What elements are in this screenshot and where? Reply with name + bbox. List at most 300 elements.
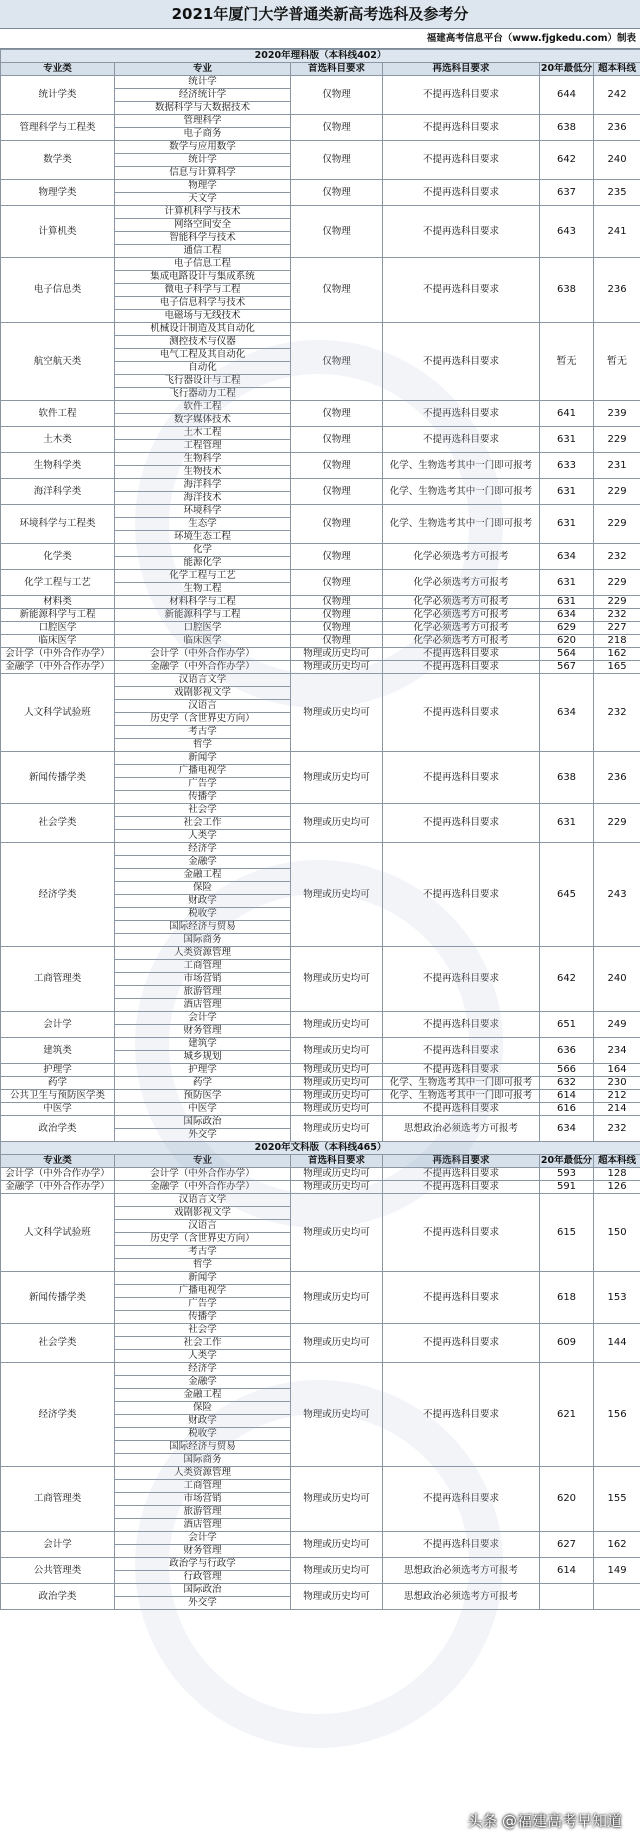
category-cell: 工商管理类 <box>1 1467 115 1532</box>
category-cell: 化学工程与工艺 <box>1 570 115 596</box>
first-choice-cell: 物理或历史均可 <box>291 1012 383 1038</box>
category-cell: 建筑类 <box>1 1038 115 1064</box>
category-cell: 中医学 <box>1 1103 115 1116</box>
table-row <box>1 596 640 609</box>
major-cell: 国际政治 <box>115 1584 291 1597</box>
min-score-cell: 631 <box>540 570 594 596</box>
column-header: 20年最低分 <box>540 63 593 74</box>
major-cell: 人类学 <box>115 1350 291 1363</box>
header-row <box>1 1155 640 1168</box>
major-cell: 化学 <box>115 544 291 557</box>
category-cell: 物理学类 <box>1 180 115 206</box>
reselect-requirement-cell: 化学必须选考方可报考 <box>383 635 540 648</box>
category-cell: 电子信息类 <box>1 258 115 323</box>
major-cell: 经济学 <box>115 843 291 856</box>
major-cell: 人类学 <box>115 830 291 843</box>
major-cell: 新闻学 <box>115 752 291 765</box>
major-cell: 财务管理 <box>115 1545 291 1558</box>
table-row <box>1 1584 640 1597</box>
category-cell: 环境科学与工程类 <box>1 505 115 544</box>
major-cell: 机械设计制造及其自动化 <box>115 323 291 336</box>
major-cell: 考古学 <box>115 726 291 739</box>
first-choice-cell: 仅物理 <box>291 635 383 648</box>
reselect-requirement-cell: 化学必须选考方可报考 <box>383 596 540 609</box>
major-cell: 电磁场与无线技术 <box>115 310 291 323</box>
category-cell: 药学 <box>1 1077 115 1090</box>
major-cell: 数学与应用数学 <box>115 141 291 154</box>
major-cell: 数据科学与大数据技术 <box>115 102 291 115</box>
min-score-cell: 642 <box>540 947 594 1012</box>
first-choice-cell: 仅物理 <box>291 323 383 401</box>
min-score-cell: 651 <box>540 1012 594 1038</box>
table-row <box>1 1077 640 1090</box>
over-line-cell: 149 <box>594 1558 640 1584</box>
category-cell: 会计学（中外合作办学） <box>1 1168 115 1181</box>
over-line-cell: 232 <box>594 544 640 570</box>
table-row <box>1 479 640 492</box>
over-line-cell: 162 <box>594 648 640 661</box>
over-line-cell: 218 <box>594 635 640 648</box>
reselect-requirement-cell: 不提再选科目要求 <box>383 1324 540 1363</box>
major-cell: 环境生态工程 <box>115 531 291 544</box>
first-choice-cell: 仅物理 <box>291 427 383 453</box>
category-cell: 统计学类 <box>1 76 115 115</box>
first-choice-cell: 仅物理 <box>291 258 383 323</box>
reselect-requirement-cell: 不提再选科目要求 <box>383 115 540 141</box>
min-score-cell: 644 <box>540 76 594 115</box>
table-row <box>1 661 640 674</box>
category-cell: 口腔医学 <box>1 622 115 635</box>
reselect-requirement-cell: 不提再选科目要求 <box>383 1064 540 1077</box>
min-score-cell: 633 <box>540 453 594 479</box>
category-cell: 公共管理类 <box>1 1558 115 1584</box>
major-cell: 广播电视学 <box>115 765 291 778</box>
min-score-cell: 620 <box>540 1467 594 1532</box>
reselect-requirement-cell: 不提再选科目要求 <box>383 1532 540 1558</box>
table-row <box>1 453 640 466</box>
over-line-cell: 240 <box>594 947 640 1012</box>
major-cell: 自动化 <box>115 362 291 375</box>
major-cell: 酒店管理 <box>115 1519 291 1532</box>
over-line-cell: 249 <box>594 1012 640 1038</box>
major-cell: 财政学 <box>115 895 291 908</box>
over-line-cell: 236 <box>594 752 640 804</box>
min-score-cell: 567 <box>540 661 594 674</box>
min-score-cell: 638 <box>540 752 594 804</box>
min-score-cell: 631 <box>540 596 594 609</box>
first-choice-cell: 仅物理 <box>291 141 383 180</box>
table-row <box>1 1090 640 1103</box>
reselect-requirement-cell: 思想政治必须选考方可报考 <box>383 1558 540 1584</box>
table-row <box>1 258 640 271</box>
major-cell: 国际经济与贸易 <box>115 921 291 934</box>
min-score-cell: 643 <box>540 206 594 258</box>
category-cell: 新能源科学与工程 <box>1 609 115 622</box>
over-line-cell: 153 <box>594 1272 640 1324</box>
major-cell: 外交学 <box>115 1129 291 1142</box>
first-choice-cell: 物理或历史均可 <box>291 843 383 947</box>
major-cell: 汉语言文学 <box>115 1194 291 1207</box>
reselect-requirement-cell: 化学必须选考方可报考 <box>383 609 540 622</box>
major-cell: 电气工程及其自动化 <box>115 349 291 362</box>
major-cell: 信息与计算科学 <box>115 167 291 180</box>
major-cell: 管理科学 <box>115 115 291 128</box>
major-cell: 会计学 <box>115 1012 291 1025</box>
reselect-requirement-cell: 不提再选科目要求 <box>383 180 540 206</box>
min-score-cell: 631 <box>540 804 594 843</box>
over-line-cell: 229 <box>594 505 640 544</box>
reselect-requirement-cell: 不提再选科目要求 <box>383 401 540 427</box>
reselect-requirement-cell: 不提再选科目要求 <box>383 1194 540 1272</box>
major-cell: 传播学 <box>115 791 291 804</box>
over-line-cell <box>594 1584 640 1610</box>
column-header: 专业类 <box>1 1155 115 1168</box>
major-cell: 旅游管理 <box>115 1506 291 1519</box>
first-choice-cell: 物理或历史均可 <box>291 1103 383 1116</box>
major-cell: 集成电路设计与集成系统 <box>115 271 291 284</box>
first-choice-cell: 物理或历史均可 <box>291 1077 383 1090</box>
first-choice-cell: 物理或历史均可 <box>291 1467 383 1532</box>
over-line-cell: 227 <box>594 622 640 635</box>
first-choice-cell: 物理或历史均可 <box>291 804 383 843</box>
section-title: 2020年理科版（本科线402） <box>1 50 640 63</box>
major-cell: 酒店管理 <box>115 999 291 1012</box>
major-cell: 新能源科学与工程 <box>115 609 291 622</box>
column-header: 专业类 <box>1 63 115 76</box>
over-line-cell: 235 <box>594 180 640 206</box>
category-cell: 新闻传播学类 <box>1 752 115 804</box>
column-header: 超本科线 <box>594 63 640 76</box>
first-choice-cell: 物理或历史均可 <box>291 661 383 674</box>
major-cell: 财政学 <box>115 1415 291 1428</box>
reselect-requirement-cell: 不提再选科目要求 <box>383 1038 540 1064</box>
reselect-requirement-cell: 不提再选科目要求 <box>383 323 540 401</box>
min-score-cell: 645 <box>540 843 594 947</box>
major-cell: 税收学 <box>115 908 291 921</box>
over-line-cell: 229 <box>594 427 640 453</box>
table-row <box>1 752 640 765</box>
min-score-cell: 638 <box>540 115 594 141</box>
major-cell: 哲学 <box>115 1259 291 1272</box>
table-row <box>1 1168 640 1181</box>
major-cell: 生物技术 <box>115 466 291 479</box>
reselect-requirement-cell: 不提再选科目要求 <box>383 1467 540 1532</box>
table-row <box>1 843 640 856</box>
table-row <box>1 180 640 193</box>
over-line-cell: 229 <box>594 804 640 843</box>
category-cell: 会计学 <box>1 1012 115 1038</box>
over-line-cell: 232 <box>594 674 640 752</box>
major-cell: 生态学 <box>115 518 291 531</box>
major-cell: 药学 <box>115 1077 291 1090</box>
over-line-cell: 212 <box>594 1090 640 1103</box>
first-choice-cell: 物理或历史均可 <box>291 1064 383 1077</box>
reselect-requirement-cell: 化学、生物选考其中一门即可报考 <box>383 505 540 544</box>
first-choice-cell: 物理或历史均可 <box>291 1584 383 1610</box>
over-line-cell: 241 <box>594 206 640 258</box>
major-cell: 社会工作 <box>115 1337 291 1350</box>
table-row <box>1 206 640 219</box>
major-cell: 测控技术与仪器 <box>115 336 291 349</box>
min-score-cell: 609 <box>540 1324 594 1363</box>
major-cell: 社会工作 <box>115 817 291 830</box>
table-row <box>1 1103 640 1116</box>
reselect-requirement-cell: 不提再选科目要求 <box>383 674 540 752</box>
major-cell: 广告学 <box>115 778 291 791</box>
first-choice-cell: 物理或历史均可 <box>291 1181 383 1194</box>
table-row <box>1 1116 640 1129</box>
over-line-cell: 232 <box>594 609 640 622</box>
min-score-cell: 627 <box>540 1532 594 1558</box>
major-cell: 汉语言文学 <box>115 674 291 687</box>
major-cell: 护理学 <box>115 1064 291 1077</box>
first-choice-cell: 物理或历史均可 <box>291 947 383 1012</box>
major-cell: 税收学 <box>115 1428 291 1441</box>
min-score-cell: 593 <box>540 1168 594 1181</box>
min-score-cell: 634 <box>540 674 594 752</box>
major-cell: 临床医学 <box>115 635 291 648</box>
over-line-cell: 156 <box>594 1363 640 1467</box>
major-cell: 市场营销 <box>115 1493 291 1506</box>
major-cell: 微电子科学与工程 <box>115 284 291 297</box>
table-row <box>1 1038 640 1051</box>
category-cell: 航空航天类 <box>1 323 115 401</box>
category-cell: 材料类 <box>1 596 115 609</box>
first-choice-cell: 物理或历史均可 <box>291 648 383 661</box>
major-cell: 城乡规划 <box>115 1051 291 1064</box>
first-choice-cell: 仅物理 <box>291 76 383 115</box>
category-cell: 生物科学类 <box>1 453 115 479</box>
reselect-requirement-cell: 不提再选科目要求 <box>383 804 540 843</box>
table-row <box>1 505 640 518</box>
column-header: 首选科目要求 <box>291 1155 383 1168</box>
over-line-cell: 230 <box>594 1077 640 1090</box>
major-cell: 人类资源管理 <box>115 1467 291 1480</box>
first-choice-cell: 仅物理 <box>291 453 383 479</box>
over-line-cell: 暂无 <box>594 323 640 401</box>
major-cell: 飞行器设计与工程 <box>115 375 291 388</box>
major-cell: 通信工程 <box>115 245 291 258</box>
table-row <box>1 947 640 960</box>
first-choice-cell: 仅物理 <box>291 544 383 570</box>
major-cell: 飞行器动力工程 <box>115 388 291 401</box>
major-cell: 国际政治 <box>115 1116 291 1129</box>
reselect-requirement-cell: 不提再选科目要求 <box>383 947 540 1012</box>
min-score-cell: 591 <box>540 1181 594 1194</box>
min-score-cell: 634 <box>540 1116 594 1142</box>
table-row <box>1 323 640 336</box>
reselect-requirement-cell: 不提再选科目要求 <box>383 1181 540 1194</box>
min-score-cell: 暂无 <box>540 323 594 401</box>
section-title: 2020年文科版（本科线465） <box>1 1142 640 1155</box>
major-cell: 统计学 <box>115 154 291 167</box>
over-line-cell: 162 <box>594 1532 640 1558</box>
major-cell: 传播学 <box>115 1311 291 1324</box>
major-cell: 保险 <box>115 882 291 895</box>
reselect-requirement-cell: 化学必须选考方可报考 <box>383 544 540 570</box>
major-cell: 中医学 <box>115 1103 291 1116</box>
category-cell: 金融学（中外合作办学） <box>1 661 115 674</box>
major-cell: 生物科学 <box>115 453 291 466</box>
over-line-cell: 236 <box>594 258 640 323</box>
major-cell: 建筑学 <box>115 1038 291 1051</box>
major-cell: 会计学 <box>115 1532 291 1545</box>
major-cell: 经济学 <box>115 1363 291 1376</box>
category-cell: 化学类 <box>1 544 115 570</box>
table-row <box>1 674 640 687</box>
major-cell: 海洋技术 <box>115 492 291 505</box>
over-line-cell: 150 <box>594 1194 640 1272</box>
column-header: 超本科线 <box>594 1155 640 1168</box>
first-choice-cell: 仅物理 <box>291 206 383 258</box>
major-cell: 网络空间安全 <box>115 219 291 232</box>
column-header: 专业 <box>115 1155 291 1168</box>
reselect-requirement-cell: 化学、生物选考其中一门即可报考 <box>383 479 540 505</box>
major-cell: 电子信息工程 <box>115 258 291 271</box>
major-cell: 考古学 <box>115 1246 291 1259</box>
major-cell: 能源化学 <box>115 557 291 570</box>
reselect-requirement-cell: 不提再选科目要求 <box>383 648 540 661</box>
major-cell: 保险 <box>115 1402 291 1415</box>
major-cell: 预防医学 <box>115 1090 291 1103</box>
min-score-cell: 631 <box>540 427 594 453</box>
major-cell: 工商管理 <box>115 1480 291 1493</box>
first-choice-cell: 仅物理 <box>291 622 383 635</box>
reselect-requirement-cell: 不提再选科目要求 <box>383 141 540 180</box>
reselect-requirement-cell: 化学必须选考方可报考 <box>383 570 540 596</box>
first-choice-cell: 物理或历史均可 <box>291 1532 383 1558</box>
major-cell: 会计学（中外合作办学） <box>115 1168 291 1181</box>
over-line-cell: 234 <box>594 1038 640 1064</box>
column-header: 再选科目要求 <box>383 63 540 76</box>
table-row <box>1 622 640 635</box>
reselect-requirement-cell: 不提再选科目要求 <box>383 661 540 674</box>
category-cell: 土木类 <box>1 427 115 453</box>
admission-table <box>0 49 640 1610</box>
table-row <box>1 1012 640 1025</box>
reselect-requirement-cell: 化学必须选考方可报考 <box>383 622 540 635</box>
first-choice-cell: 物理或历史均可 <box>291 1090 383 1103</box>
category-cell: 社会学类 <box>1 1324 115 1363</box>
first-choice-cell: 仅物理 <box>291 570 383 596</box>
major-cell: 国际商务 <box>115 1454 291 1467</box>
table-row <box>1 76 640 89</box>
table-row <box>1 570 640 583</box>
over-line-cell: 155 <box>594 1467 640 1532</box>
min-score-cell: 636 <box>540 1038 594 1064</box>
section-title-row <box>1 1142 640 1155</box>
over-line-cell: 165 <box>594 661 640 674</box>
over-line-cell: 243 <box>594 843 640 947</box>
category-cell: 金融学（中外合作办学） <box>1 1181 115 1194</box>
min-score-cell: 631 <box>540 479 594 505</box>
min-score-cell: 621 <box>540 1363 594 1467</box>
major-cell: 市场营销 <box>115 973 291 986</box>
table-row <box>1 635 640 648</box>
major-cell: 戏剧影视文学 <box>115 687 291 700</box>
first-choice-cell: 物理或历史均可 <box>291 1363 383 1467</box>
major-cell: 海洋科学 <box>115 479 291 492</box>
reselect-requirement-cell: 不提再选科目要求 <box>383 1272 540 1324</box>
over-line-cell: 240 <box>594 141 640 180</box>
major-cell: 哲学 <box>115 739 291 752</box>
reselect-requirement-cell: 不提再选科目要求 <box>383 1012 540 1038</box>
major-cell: 国际商务 <box>115 934 291 947</box>
over-line-cell: 128 <box>594 1168 640 1181</box>
over-line-cell: 232 <box>594 1116 640 1142</box>
over-line-cell: 144 <box>594 1324 640 1363</box>
major-cell: 旅游管理 <box>115 986 291 999</box>
major-cell: 工商管理 <box>115 960 291 973</box>
category-cell: 管理科学与工程类 <box>1 115 115 141</box>
major-cell: 新闻学 <box>115 1272 291 1285</box>
category-cell: 经济学类 <box>1 1363 115 1467</box>
reselect-requirement-cell: 不提再选科目要求 <box>383 427 540 453</box>
min-score-cell: 618 <box>540 1272 594 1324</box>
major-cell: 土木工程 <box>115 427 291 440</box>
first-choice-cell: 仅物理 <box>291 609 383 622</box>
category-cell: 护理学 <box>1 1064 115 1077</box>
major-cell: 材料科学与工程 <box>115 596 291 609</box>
first-choice-cell: 物理或历史均可 <box>291 1194 383 1272</box>
first-choice-cell: 物理或历史均可 <box>291 1324 383 1363</box>
major-cell: 智能科学与技术 <box>115 232 291 245</box>
min-score-cell: 631 <box>540 505 594 544</box>
column-header: 再选科目要求 <box>383 1155 540 1168</box>
min-score-cell: 641 <box>540 401 594 427</box>
header-row <box>1 63 640 76</box>
reselect-requirement-cell: 化学、生物选考其中一门即可报考 <box>383 1077 540 1090</box>
table-row <box>1 1324 640 1337</box>
over-line-cell: 231 <box>594 453 640 479</box>
reselect-requirement-cell: 化学、生物选考其中一门即可报考 <box>383 1090 540 1103</box>
category-cell: 政治学类 <box>1 1116 115 1142</box>
table-row <box>1 141 640 154</box>
first-choice-cell: 仅物理 <box>291 596 383 609</box>
over-line-cell: 239 <box>594 401 640 427</box>
category-cell: 新闻传播学类 <box>1 1272 115 1324</box>
major-cell: 金融学 <box>115 856 291 869</box>
major-cell: 金融工程 <box>115 1389 291 1402</box>
min-score-cell: 642 <box>540 141 594 180</box>
category-cell: 数学类 <box>1 141 115 180</box>
min-score-cell: 634 <box>540 609 594 622</box>
section-title-row <box>1 50 640 63</box>
major-cell: 汉语言 <box>115 1220 291 1233</box>
major-cell: 环境科学 <box>115 505 291 518</box>
major-cell: 行政管理 <box>115 1571 291 1584</box>
major-cell: 广播电视学 <box>115 1285 291 1298</box>
column-header: 首选科目要求 <box>291 63 383 76</box>
reselect-requirement-cell: 思想政治必须选考方可报考 <box>383 1584 540 1610</box>
major-cell: 天文学 <box>115 193 291 206</box>
over-line-cell: 126 <box>594 1181 640 1194</box>
reselect-requirement-cell: 不提再选科目要求 <box>383 76 540 115</box>
over-line-cell: 229 <box>594 479 640 505</box>
major-cell: 会计学（中外合作办学） <box>115 648 291 661</box>
min-score-cell: 616 <box>540 1103 594 1116</box>
min-score-cell: 637 <box>540 180 594 206</box>
major-cell: 国际经济与贸易 <box>115 1441 291 1454</box>
min-score-cell: 620 <box>540 635 594 648</box>
table-row <box>1 1272 640 1285</box>
category-cell: 经济学类 <box>1 843 115 947</box>
min-score-cell: 566 <box>540 1064 594 1077</box>
column-header: 专业 <box>115 63 291 76</box>
author-credit: 头条 @福建高考早知道 <box>467 1812 622 1830</box>
major-cell: 物理学 <box>115 180 291 193</box>
table-row <box>1 544 640 557</box>
